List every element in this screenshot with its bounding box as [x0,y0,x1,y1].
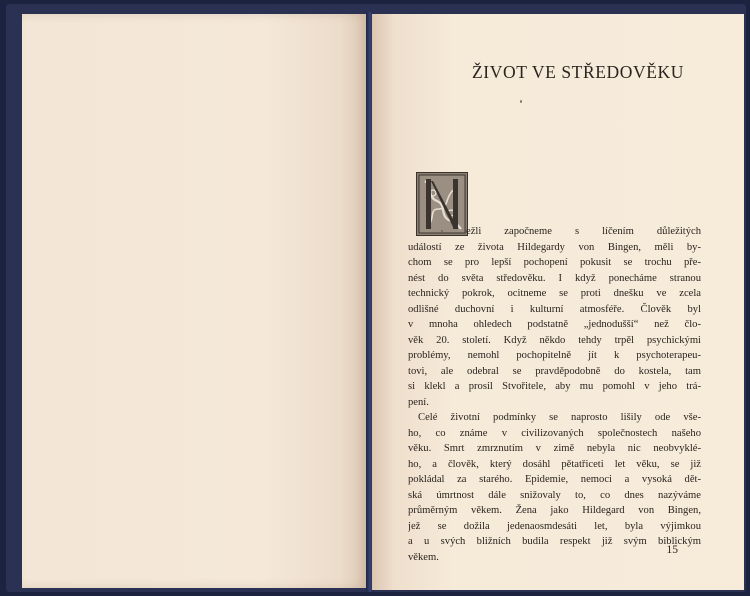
right-page [372,14,744,590]
text-line: si klekl a prosil Stvořitele, aby mu pomohl v jeho trá- [408,381,701,392]
paragraph-1 [408,224,701,410]
text-line: tovi, ale odebral se pravděpodobně do kostela, tam [408,365,701,377]
text-line: a u svých bližních budila respekt již svým biblickým [408,536,701,547]
page-number: 15 [666,544,678,556]
text-line: ská úmrtnost dále snižovaly to, co dnes nazýváme [408,489,701,501]
text-line: ho, co známe v civilizovaných společnostech našeho [408,427,701,439]
text-line: jež se dožila jedenaosmdesáti let, byla výjimkou [408,520,701,532]
text-line: ežli započneme s líčením důležitých [466,226,701,237]
text-line: technický pokrok, ocitneme se proti dnešku ve zcela [408,288,701,299]
text-line: průměrným věkem. Žena jako Hildegard von Bingen, [408,505,701,516]
text-line: nést do světa středověku. I když ponecháme stranou [408,272,701,284]
text-line: věkem. [408,551,439,563]
text-line: pokládal za starého. Epidemie, nemoci a vysoká dět- [408,474,701,485]
open-book [6,4,746,592]
text-line: Celé životní podmínky se naprosto lišily ode vše- [418,412,701,423]
text-line: chom se pro lepší pochopení pokusit se trochu pře- [408,257,701,268]
text-line: věk 20. století. Když někdo tehdy trpěl psychickými [408,334,701,346]
chapter-title: ŽIVOT VE STŘEDOVĚKU [472,62,684,82]
paper-speck [520,100,522,103]
text-line: věku. Smrt zmrznutím v zimě nebyla nic neobvyklé- [408,443,701,454]
text-line: pení. [408,396,429,408]
left-page [22,14,368,588]
paragraph-2 [408,410,701,565]
body-text [408,224,701,565]
text-line: ho, a člověk, který dosáhl pětatřiceti let věku, se již [408,458,701,470]
text-line: odlišné duchovní i kulturní atmosféře. Člověk byl [408,303,701,315]
text-line: problémy, nemohl pochopitelně jít k psychoterapeu- [408,350,701,361]
text-line: událostí ze života Hildegardy von Bingen, měli by- [408,241,701,253]
text-line: v mnoha ohledech podstatně „jednodušší“ než člo- [408,319,701,330]
dropcap-letter: N [440,229,444,233]
